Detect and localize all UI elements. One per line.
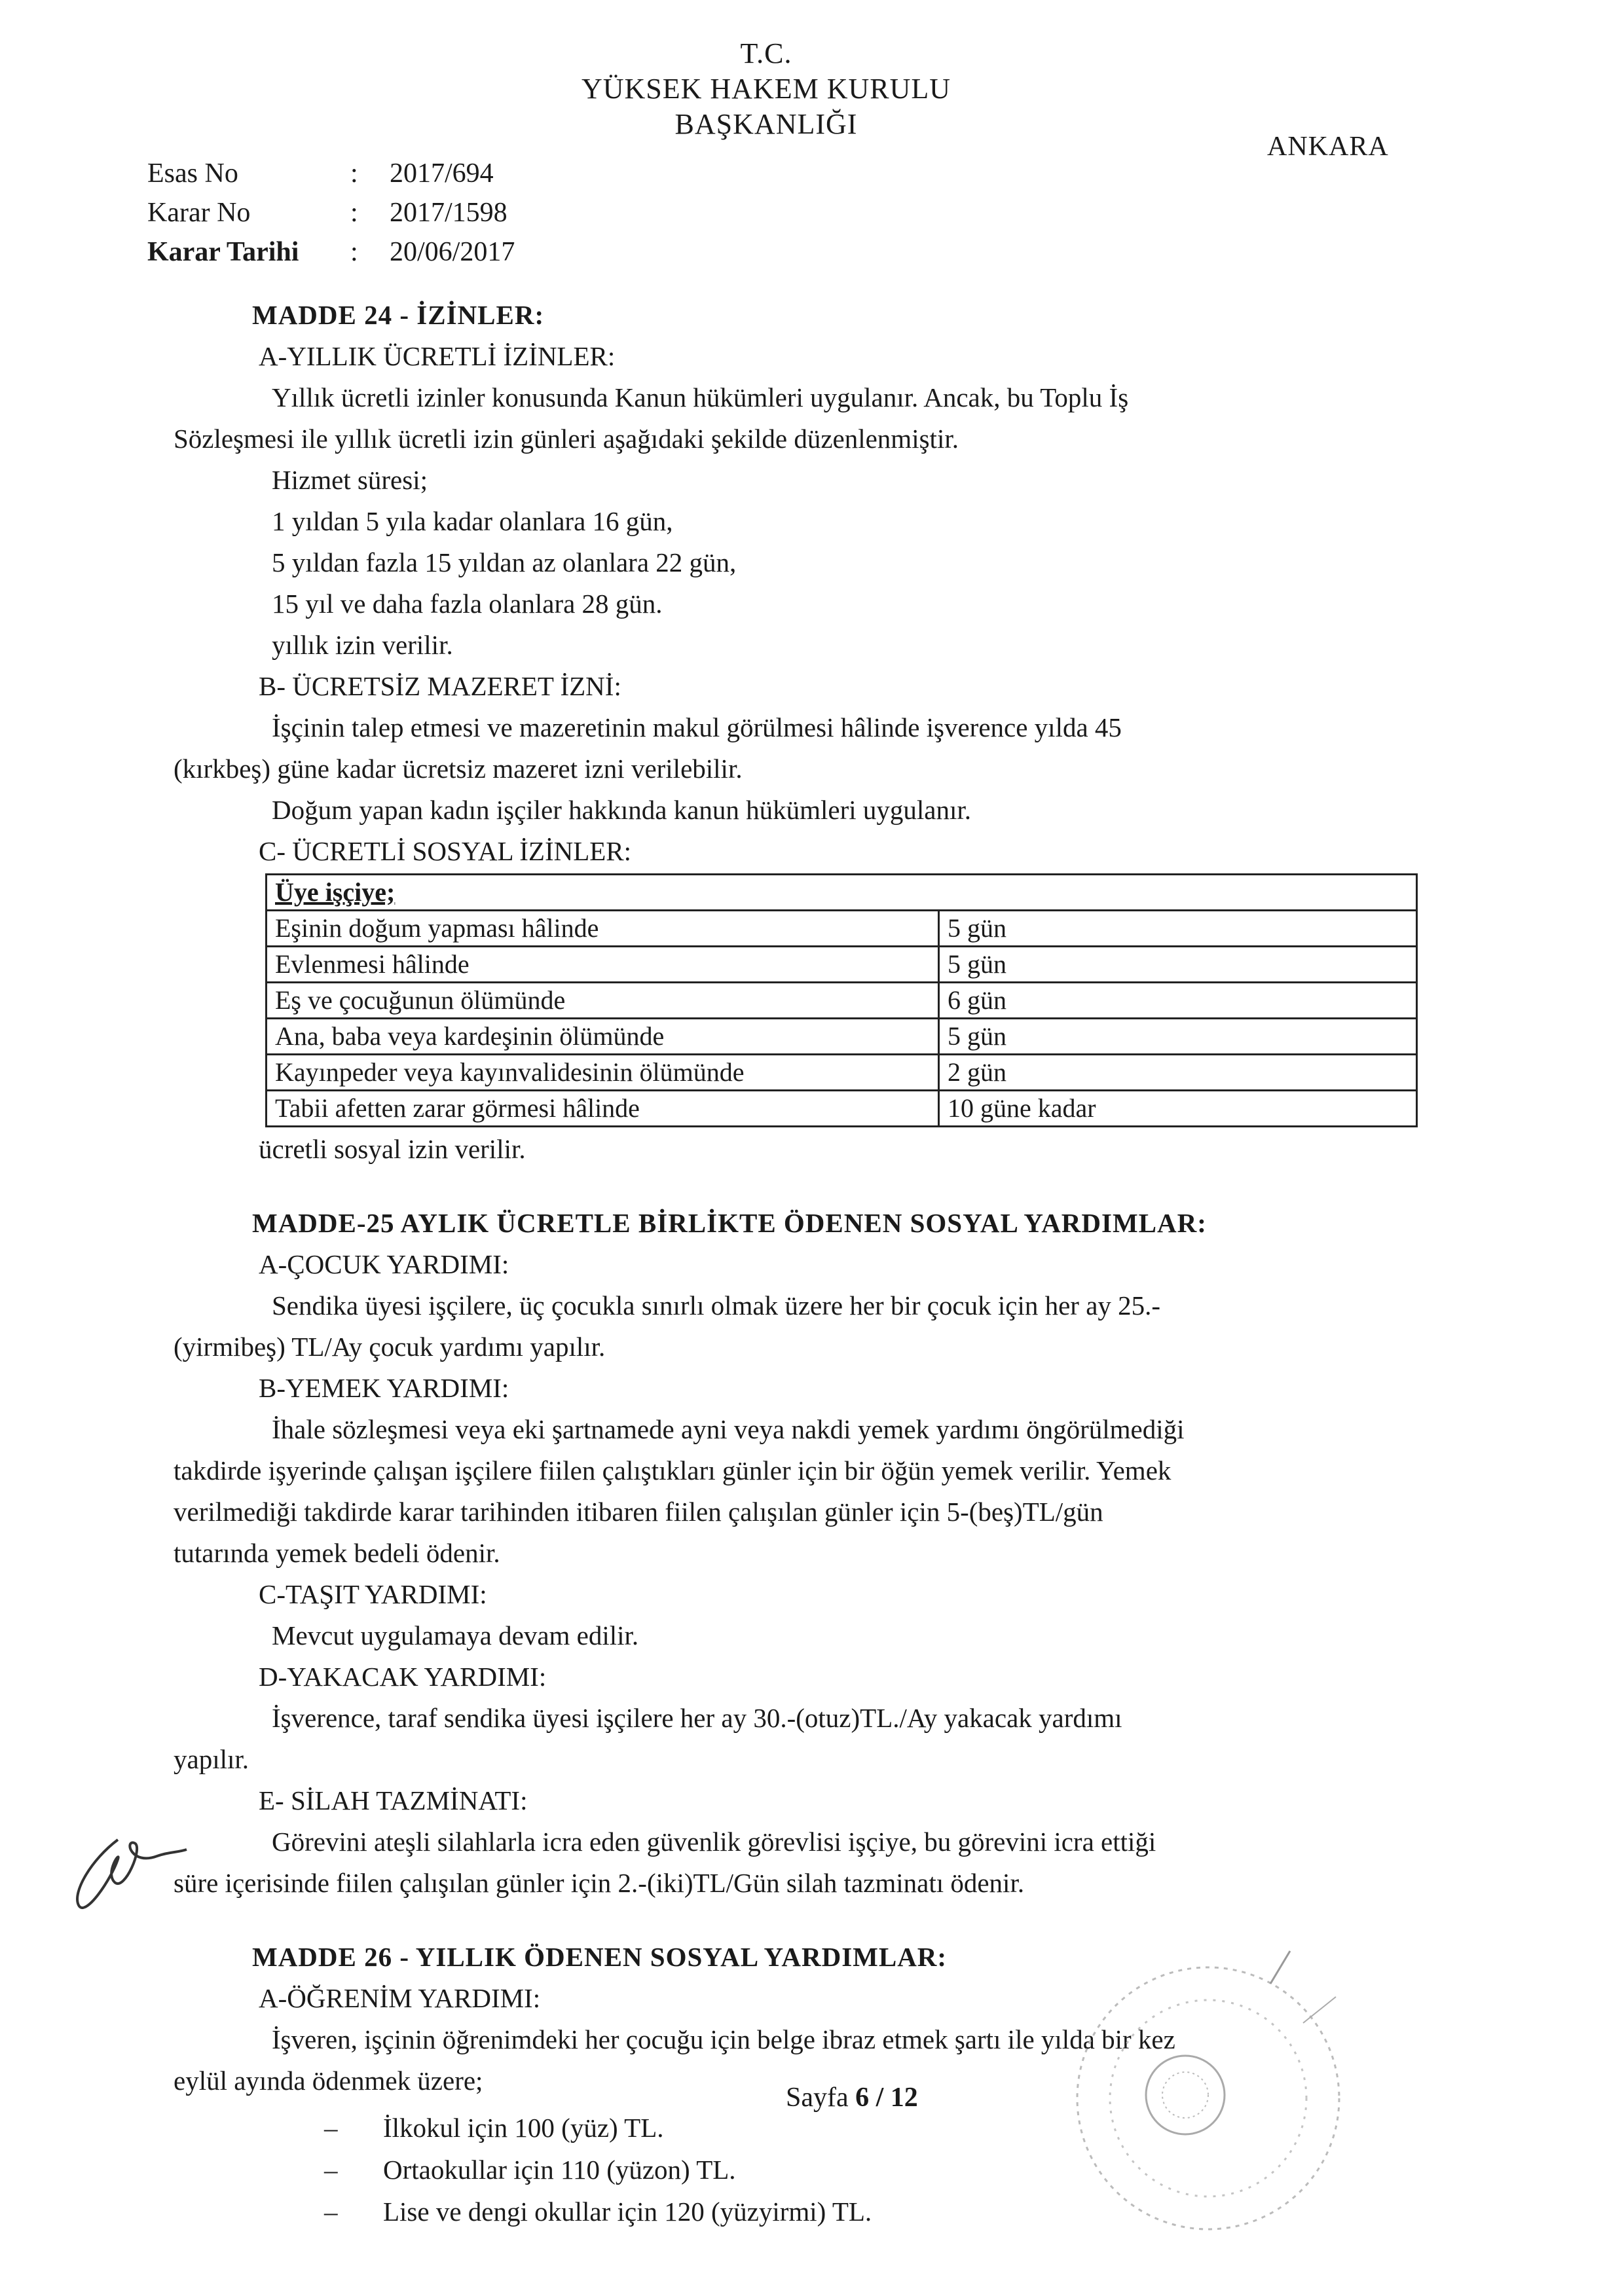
official-seal-stamp bbox=[1054, 1944, 1362, 2252]
meta-row-karar bbox=[147, 193, 515, 232]
paragraph-line: Yıllık ücretli izinler konusunda Kanun hükümleri uygulanır. Ancak, bu Toplu İş bbox=[272, 382, 1129, 412]
section-title: A-YILLIK ÜCRETLİ İZİNLER: bbox=[259, 341, 616, 371]
article-25-title: MADDE-25 AYLIK ÜCRETLE BİRLİKTE ÖDENEN SOSYAL YARDIMLAR: bbox=[252, 1208, 1207, 1238]
social-leave-table bbox=[265, 873, 1418, 1127]
case-metadata bbox=[147, 154, 515, 272]
paragraph-line: İşverence, taraf sendika üyesi işçilere her ay 30.-(otuz)TL./Ay yakacak yardımı bbox=[272, 1703, 1122, 1733]
page-label: Sayfa bbox=[786, 2083, 849, 2113]
paragraph-line: yapılır. bbox=[174, 1744, 249, 1774]
table-row bbox=[267, 983, 1417, 1019]
meta-label: Karar No bbox=[147, 198, 251, 228]
meta-value: 2017/694 bbox=[390, 158, 494, 189]
meta-colon: : bbox=[350, 198, 358, 228]
table-cell-days: 6 gün bbox=[939, 983, 1417, 1019]
table-row bbox=[267, 947, 1417, 983]
table-cell-reason: Ana, baba veya kardeşinin ölümünde bbox=[267, 1019, 939, 1055]
dash-bullet: – bbox=[324, 2155, 338, 2185]
section-title: E- SİLAH TAZMİNATI: bbox=[259, 1785, 528, 1815]
paragraph-line: İhale sözleşmesi veya eki şartnamede ayni veya nakdi yemek yardımı öngörülmediği bbox=[272, 1414, 1185, 1444]
section-title: C- ÜCRETLİ SOSYAL İZİNLER: bbox=[259, 836, 632, 866]
paragraph-line: ücretli sosyal izin verilir. bbox=[259, 1134, 526, 1164]
meta-label: Karar Tarihi bbox=[147, 237, 299, 267]
table-cell-reason: Kayınpeder veya kayınvalidesinin ölümünde bbox=[267, 1055, 939, 1091]
table-cell-days: 10 güne kadar bbox=[939, 1091, 1417, 1127]
table-row bbox=[267, 1091, 1417, 1127]
table-header-cell: Üye işçiye; bbox=[267, 875, 1417, 911]
section-title: C-TAŞIT YARDIMI: bbox=[259, 1579, 487, 1609]
paragraph-line: takdirde işyerinde çalışan işçilere fiilen çalıştıkları günler için bir öğün yemek verilir. Yemek bbox=[174, 1455, 1172, 1485]
table-row bbox=[267, 1055, 1417, 1091]
institution-header bbox=[557, 36, 976, 142]
table-cell-reason: Eş ve çocuğunun ölümünde bbox=[267, 983, 939, 1019]
paragraph-line: yıllık izin verilir. bbox=[272, 630, 453, 660]
table-row bbox=[267, 1019, 1417, 1055]
article-24-title: MADDE 24 - İZİNLER: bbox=[252, 300, 545, 330]
paragraph-line: tutarında yemek bedeli ödenir. bbox=[174, 1538, 500, 1568]
page-number bbox=[786, 2082, 918, 2113]
meta-value: 20/06/2017 bbox=[390, 237, 515, 267]
header-line-presidency: BAŞKANLIĞI bbox=[674, 108, 858, 140]
paragraph-line: Sendika üyesi işçilere, üç çocukla sınırlı olmak üzere her bir çocuk için her ay 25.- bbox=[272, 1290, 1161, 1321]
section-title: B- ÜCRETSİZ MAZERET İZNİ: bbox=[259, 671, 621, 701]
list-item-text: Ortaokullar için 110 (yüzon) TL. bbox=[383, 2155, 736, 2185]
paragraph-line: 5 yıldan fazla 15 yıldan az olanlara 22 gün, bbox=[272, 547, 737, 577]
table-cell-days: 5 gün bbox=[939, 911, 1417, 947]
section-title: A-ÇOCUK YARDIMI: bbox=[259, 1249, 509, 1279]
paragraph-line: İşveren, işçinin öğrenimdeki her çocuğu için belge ibraz etmek şartı ile yılda bir kez bbox=[272, 2024, 1175, 2054]
document-body bbox=[174, 295, 1418, 2232]
paragraph-line: (yirmibeş) TL/Ay çocuk yardımı yapılır. bbox=[174, 1332, 606, 1362]
table-cell-reason: Tabii afetten zarar görmesi hâlinde bbox=[267, 1091, 939, 1127]
paragraph-line: süre içerisinde fiilen çalışılan günler için 2.-(iki)TL/Gün silah tazminatı ödenir. bbox=[174, 1868, 1025, 1898]
article-26-title: MADDE 26 - YILLIK ÖDENEN SOSYAL YARDIMLAR: bbox=[252, 1942, 948, 1972]
paragraph-line: 1 yıldan 5 yıla kadar olanlara 16 gün, bbox=[272, 506, 673, 536]
meta-label: Esas No bbox=[147, 158, 238, 189]
paragraph-line: Mevcut uygulamaya devam edilir. bbox=[272, 1620, 639, 1650]
table-cell-reason: Evlenmesi hâlinde bbox=[267, 947, 939, 983]
table-cell-days: 2 gün bbox=[939, 1055, 1417, 1091]
paragraph-line: Hizmet süresi; bbox=[272, 465, 428, 495]
paragraph-line: 15 yıl ve daha fazla olanlara 28 gün. bbox=[272, 589, 663, 619]
table-cell-days: 5 gün bbox=[939, 1019, 1417, 1055]
dash-bullet: – bbox=[324, 2113, 338, 2143]
table-cell-reason: Eşinin doğum yapması hâlinde bbox=[267, 911, 939, 947]
paragraph-line: Sözleşmesi ile yıllık ücretli izin günleri aşağıdaki şekilde düzenlenmiştir. bbox=[174, 424, 959, 454]
paragraph-line: Görevini ateşli silahlarla icra eden güvenlik görevlisi işçiye, bu görevini icra ettiği bbox=[272, 1827, 1156, 1857]
list-item-text: İlkokul için 100 (yüz) TL. bbox=[383, 2113, 664, 2143]
list-item-text: Lise ve dengi okullar için 120 (yüzyirmi) TL. bbox=[383, 2196, 872, 2227]
dash-bullet: – bbox=[324, 2196, 338, 2227]
paragraph-line: İşçinin talep etmesi ve mazeretinin makul görülmesi hâlinde işverence yılda 45 bbox=[272, 712, 1122, 742]
section-title: A-ÖĞRENİM YARDIMI: bbox=[259, 1983, 541, 2013]
header-line-court: YÜKSEK HAKEM KURULU bbox=[581, 73, 951, 105]
meta-colon: : bbox=[350, 237, 358, 267]
header-line-tc: T.C. bbox=[740, 37, 792, 69]
handwritten-signature bbox=[46, 1820, 203, 1938]
paragraph-line: eylül ayında ödenmek üzere; bbox=[174, 2066, 483, 2096]
city-label: ANKARA bbox=[1267, 132, 1389, 162]
meta-value: 2017/1598 bbox=[390, 198, 507, 228]
paragraph-line: Doğum yapan kadın işçiler hakkında kanun hükümleri uygulanır. bbox=[272, 795, 972, 825]
meta-row-esas bbox=[147, 154, 515, 193]
paragraph-line: verilmediği takdirde karar tarihinden itibaren fiilen çalışılan günler için 5-(beş)TL/gün bbox=[174, 1497, 1103, 1527]
meta-colon: : bbox=[350, 158, 358, 189]
table-row bbox=[267, 911, 1417, 947]
section-title: B-YEMEK YARDIMI: bbox=[259, 1373, 509, 1403]
paragraph-line: (kırkbeş) güne kadar ücretsiz mazeret izni verilebilir. bbox=[174, 754, 743, 784]
table-cell-days: 5 gün bbox=[939, 947, 1417, 983]
table-row bbox=[267, 875, 1417, 911]
meta-row-tarih bbox=[147, 232, 515, 272]
section-title: D-YAKACAK YARDIMI: bbox=[259, 1662, 547, 1692]
page-count: 6 / 12 bbox=[855, 2083, 918, 2113]
